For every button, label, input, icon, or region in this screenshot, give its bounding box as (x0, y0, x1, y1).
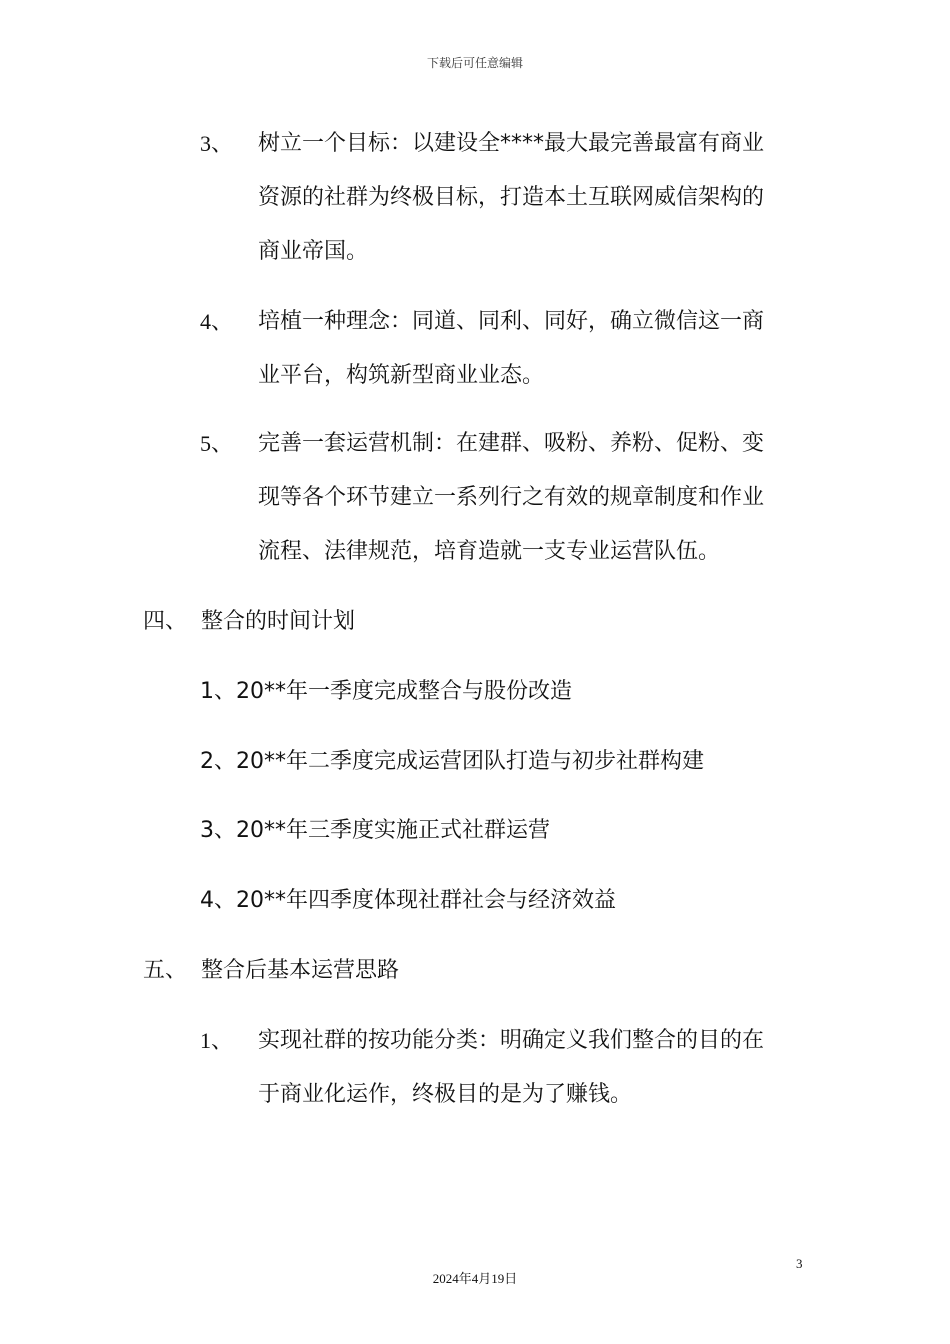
item-line: 商业帝国。 (258, 239, 369, 264)
page-header: 下载后可任意编辑 (426, 56, 523, 70)
plan-item: 2、20**年二季度完成运营团队打造与初步社群构建 (200, 749, 704, 774)
item-number: 1、 (200, 1028, 234, 1053)
item-line: 现等各个环节建立一系列行之有效的规章制度和作业 (258, 485, 765, 510)
item-number: 5、 (200, 431, 234, 456)
section-number: 五、 (143, 958, 188, 983)
section-title: 整合后基本运营思路 (201, 958, 400, 983)
plan-item: 3、20**年三季度实施正式社群运营 (200, 818, 550, 843)
plan-item: 4、20**年四季度体现社群社会与经济效益 (200, 888, 616, 913)
item-line: 培植一种理念：同道、同利、同好，确立微信这一商 (258, 309, 765, 334)
item-line: 业平台，构筑新型商业业态。 (258, 363, 545, 388)
footer-date: 2024年4月19日 (432, 1271, 518, 1286)
section-number: 四、 (143, 609, 188, 634)
plan-item: 1、20**年一季度完成整合与股份改造 (200, 679, 572, 704)
item-line: 完善一套运营机制：在建群、吸粉、养粉、促粉、变 (258, 431, 765, 456)
section-title: 整合的时间计划 (201, 609, 356, 634)
item-number: 3、 (200, 131, 234, 156)
item-line: 资源的社群为终极目标，打造本土互联网威信架构的 (258, 185, 765, 210)
page-number: 3 (796, 1256, 803, 1271)
item-line: 流程、法律规范，培育造就一支专业运营队伍。 (258, 539, 721, 564)
item-line: 实现社群的按功能分类：明确定义我们整合的目的在 (258, 1028, 765, 1053)
item-line: 于商业化运作，终极目的是为了赚钱。 (258, 1082, 633, 1107)
item-line: 树立一个目标：以建设全****最大最完善最富有商业 (258, 131, 765, 156)
item-number: 4、 (200, 309, 234, 334)
